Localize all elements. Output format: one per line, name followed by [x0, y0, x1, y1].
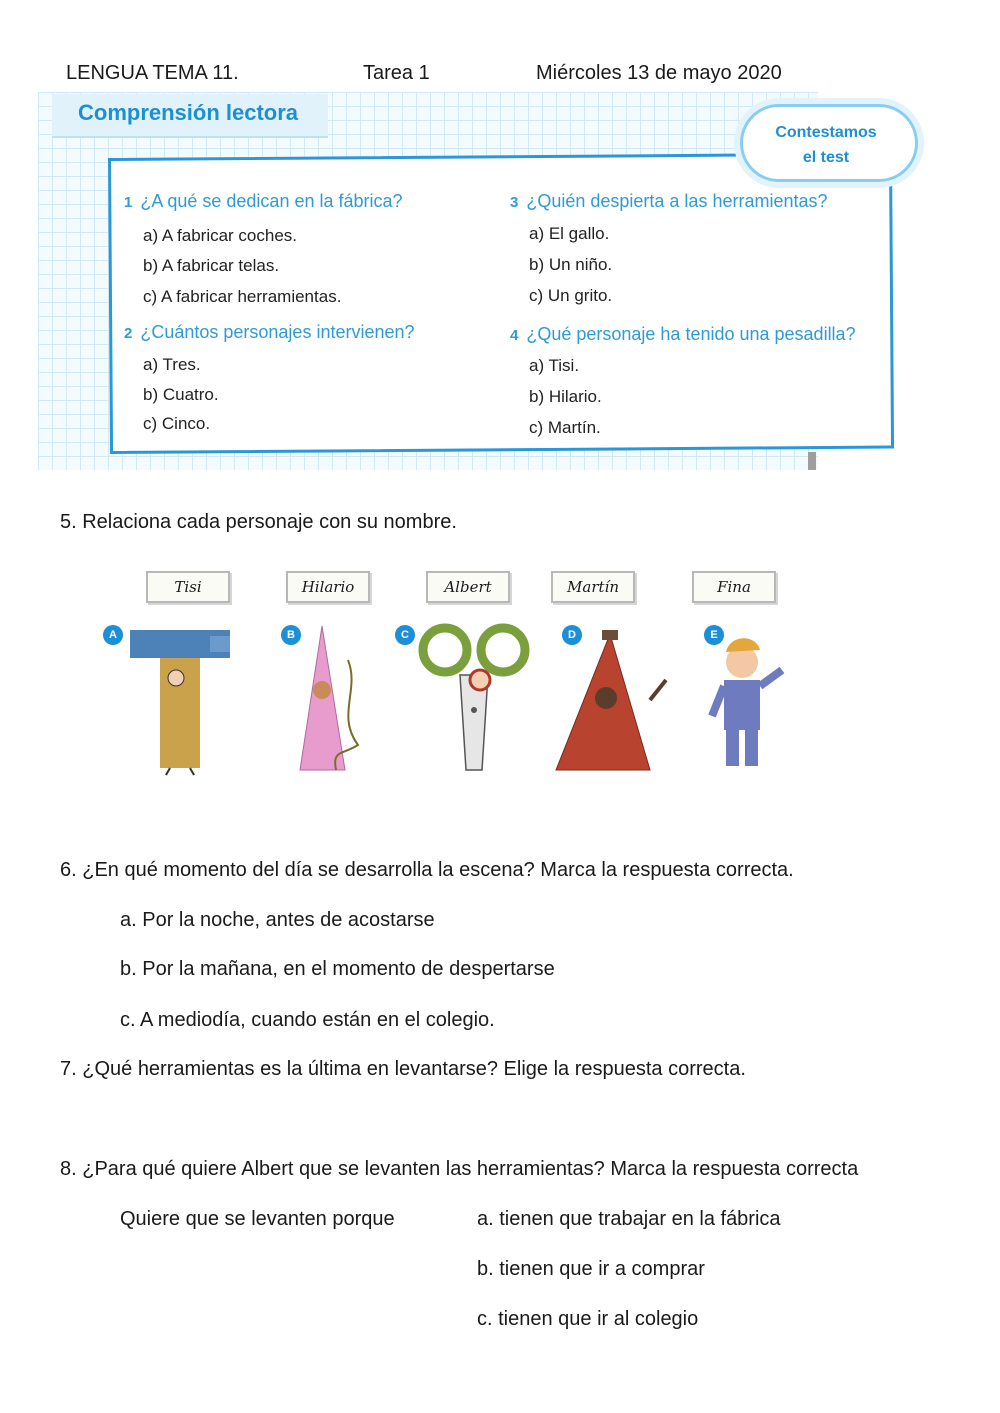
name-card-martin: Martín [551, 571, 635, 603]
q2-option-a: a) Tres. [143, 355, 201, 374]
name-card-albert: Albert [426, 571, 510, 603]
question-text: ¿Qué personaje ha tenido una pesadilla? [526, 324, 856, 344]
q3-option-a: a) El gallo. [529, 224, 610, 243]
badge-d: D [562, 625, 582, 645]
q4-option-b: b) Hilario. [529, 387, 602, 406]
question-2 [124, 322, 415, 343]
character-file-illustration [130, 630, 230, 775]
question-1 [124, 191, 403, 212]
question-7: 7. ¿Qué herramientas es la última en levantarse? Elige la respuesta correcta. [60, 1058, 746, 1080]
badge-b: B [281, 625, 301, 645]
question-6: 6. ¿En qué momento del día se desarrolla la escena? Marca la respuesta correcta. [60, 859, 794, 881]
q2-option-b: b) Cuatro. [143, 385, 219, 404]
q1-option-a: a) A fabricar coches. [143, 226, 298, 245]
character-albert-illustration [423, 628, 525, 770]
question-text: ¿Quién despierta a las herramientas? [526, 191, 828, 211]
header-date: Miércoles 13 de mayo 2020 [536, 62, 782, 84]
q6-option-b: b. Por la mañana, en el momento de despertarse [120, 958, 555, 980]
badge-c: C [395, 625, 415, 645]
q4-option-a: a) Tisi. [529, 356, 580, 375]
badge-a: A [103, 625, 123, 645]
character-fina-illustration [712, 638, 782, 766]
q1-option-b: b) A fabricar telas. [143, 256, 280, 275]
question-number: 1 [124, 194, 133, 211]
question-text: ¿A qué se dedican en la fábrica? [140, 191, 403, 211]
bubble-line-1: Contestamos [775, 124, 877, 141]
q3-option-c: c) Un grito. [529, 286, 613, 305]
question-5: 5. Relaciona cada personaje con su nombre. [60, 511, 457, 533]
header-subject: LENGUA TEMA 11. [66, 62, 239, 84]
bubble-line-2: el test [802, 149, 850, 166]
name-card-fina: Fina [692, 571, 776, 603]
badge-e: E [704, 625, 724, 645]
q8-option-c: c. tienen que ir al colegio [477, 1308, 699, 1330]
section-title: Comprensión lectora [78, 100, 299, 125]
question-8: 8. ¿Para qué quiere Albert que se levanten las herramientas? Marca la respuesta correcta [60, 1158, 859, 1180]
question-number: 3 [510, 194, 519, 211]
q4-option-c: c) Martín. [529, 418, 601, 437]
header-task: Tarea 1 [363, 62, 430, 84]
question-3 [510, 191, 828, 212]
question-text: ¿Cuántos personajes intervienen? [140, 322, 415, 342]
q8-option-a: a. tienen que trabajar en la fábrica [477, 1208, 781, 1230]
panel-edge [808, 452, 816, 470]
question-number: 2 [124, 325, 133, 342]
q8-option-b: b. tienen que ir a comprar [477, 1258, 705, 1280]
q2-option-c: c) Cinco. [143, 414, 211, 433]
character-hilario-illustration [300, 626, 358, 770]
speech-bubble-text [742, 120, 910, 170]
name-card-tisi: Tisi [146, 571, 230, 603]
name-card-hilario: Hilario [286, 571, 370, 603]
character-martin-illustration [556, 630, 666, 770]
q1-option-c: c) A fabricar herramientas. [143, 287, 342, 306]
question-4 [510, 324, 856, 345]
q8-lead: Quiere que se levanten porque [120, 1208, 395, 1230]
q6-option-c: c. A mediodía, cuando están en el colegio. [120, 1009, 495, 1031]
question-number: 4 [510, 327, 519, 344]
q3-option-b: b) Un niño. [529, 255, 613, 274]
characters-illustration [110, 620, 810, 780]
q6-option-a: a. Por la noche, antes de acostarse [120, 909, 435, 931]
